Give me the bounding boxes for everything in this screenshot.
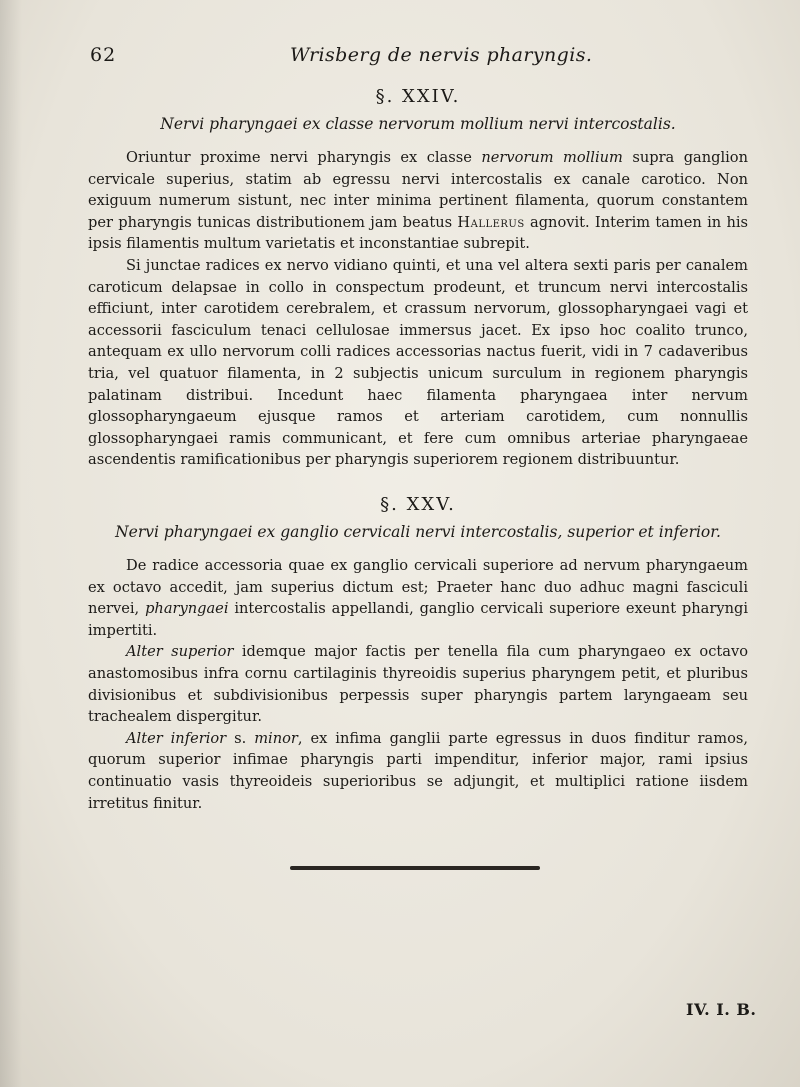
- text-run: idemque major factis per tenella fila cum pharyngaeo ex octavo anastomosibus infra cornu cartilaginis thyreoidis superius pharyngem petit, et pluribus divisionibus et subdivisionibus perpessis super pharyngis partem laryngaeam seu trachealem dispergitur.: [88, 643, 748, 726]
- italic-text: Alter inferior: [126, 729, 227, 747]
- text-run: , ex infima ganglii parte egressus in duos finditur ramos, quorum superior infimae pharyngis parti impenditur, inferior major, rami ipsius continuatio vasis thyreoideis superioribus se adjungit, et multiplici ratione iisdem irretitus finitur.: [88, 729, 748, 812]
- text-run: Oriuntur proxime nervi pharyngis ex classe: [126, 149, 482, 166]
- paragraph: [88, 255, 748, 471]
- section-subtitle: Nervi pharyngaei ex ganglio cervicali nervi intercostalis, superior et inferior.: [115, 523, 721, 541]
- text-run: supra ganglion cervicale superius, statim ab egressu nervi intercostalis ex canale carotico. Non exiguum numerum sistunt, nec inter minima pertinent filamenta, quorum constantem per pharyngis tunicas distributionem jam beatus: [88, 149, 748, 231]
- text-run: agnovit. Interim tamen in his ipsis filamentis multum varietatis et inconstantiae subrepit.: [88, 213, 749, 253]
- italic-text: minor: [254, 729, 298, 747]
- section-25: [88, 494, 748, 814]
- text-run: Si junctae radices ex nervo vidiano quinti, et una vel altera sexti paris per canalem caroticum delapsae in collo in conspectum prodeunt, et truncum nervi intercostalis efficiunt, inter carotidem cerebralem, et crassum nervorum, glossopharyngaei vagi et accessorii fasciculum tenaci cellulosae immersus jacet. Ex ipso hoc coalito trunco, antequam ex ullo nervorum colli radices accessorias nactus fuerit, vidi in 7 cadaveribus tria, vel quatuor filamenta, in 2 subjectis unicum surculum in regionem pharyngis palatinam distribui. Incedunt haec filamenta pharyngaea inter nervum glossopharyngaeum ejusque ramos et arteriam carotidem, cum nonnullis glossopharyngaei ramis communicant, et fere cum omnibus arteriae pharyngaeae ascendentis ramificationibus per pharyngis superiorem regionem distribuuntur.: [88, 256, 748, 469]
- text-run: intercostalis appellandi, ganglio cervicali superiore exeunt pharyngi impertiti.: [88, 600, 749, 639]
- page-number: 62: [90, 44, 117, 66]
- italic-text: nervorum mollium: [481, 149, 623, 166]
- paragraph: [88, 555, 748, 641]
- gutter-shadow: [0, 0, 22, 1087]
- section-heading: §. XXIV.: [375, 86, 461, 107]
- printer-signature: IV. I. B.: [686, 1000, 757, 1019]
- end-rule: [290, 866, 540, 870]
- smallcaps-text: Hallerus: [457, 213, 525, 231]
- section-subtitle: Nervi pharyngaei ex classe nervorum mollium nervi intercostalis.: [160, 115, 676, 133]
- paragraph: [88, 147, 748, 255]
- section-heading: §. XXV.: [380, 494, 456, 515]
- paragraph: [88, 641, 748, 727]
- text-run: s.: [226, 729, 255, 747]
- italic-text: pharyngaei: [145, 600, 229, 618]
- running-head: Wrisberg de nervis pharyngis.: [290, 44, 593, 66]
- italic-text: Alter superior: [126, 643, 234, 661]
- section-24: [88, 86, 748, 471]
- paragraph: [88, 728, 748, 814]
- text-run: De radice accessoria quae ex ganglio cervicali superiore ad nervum pharyngaeum ex octavo accedit, jam superius dictum est; Praeter hanc duo adhuc magni fasciculi nervei,: [88, 557, 748, 618]
